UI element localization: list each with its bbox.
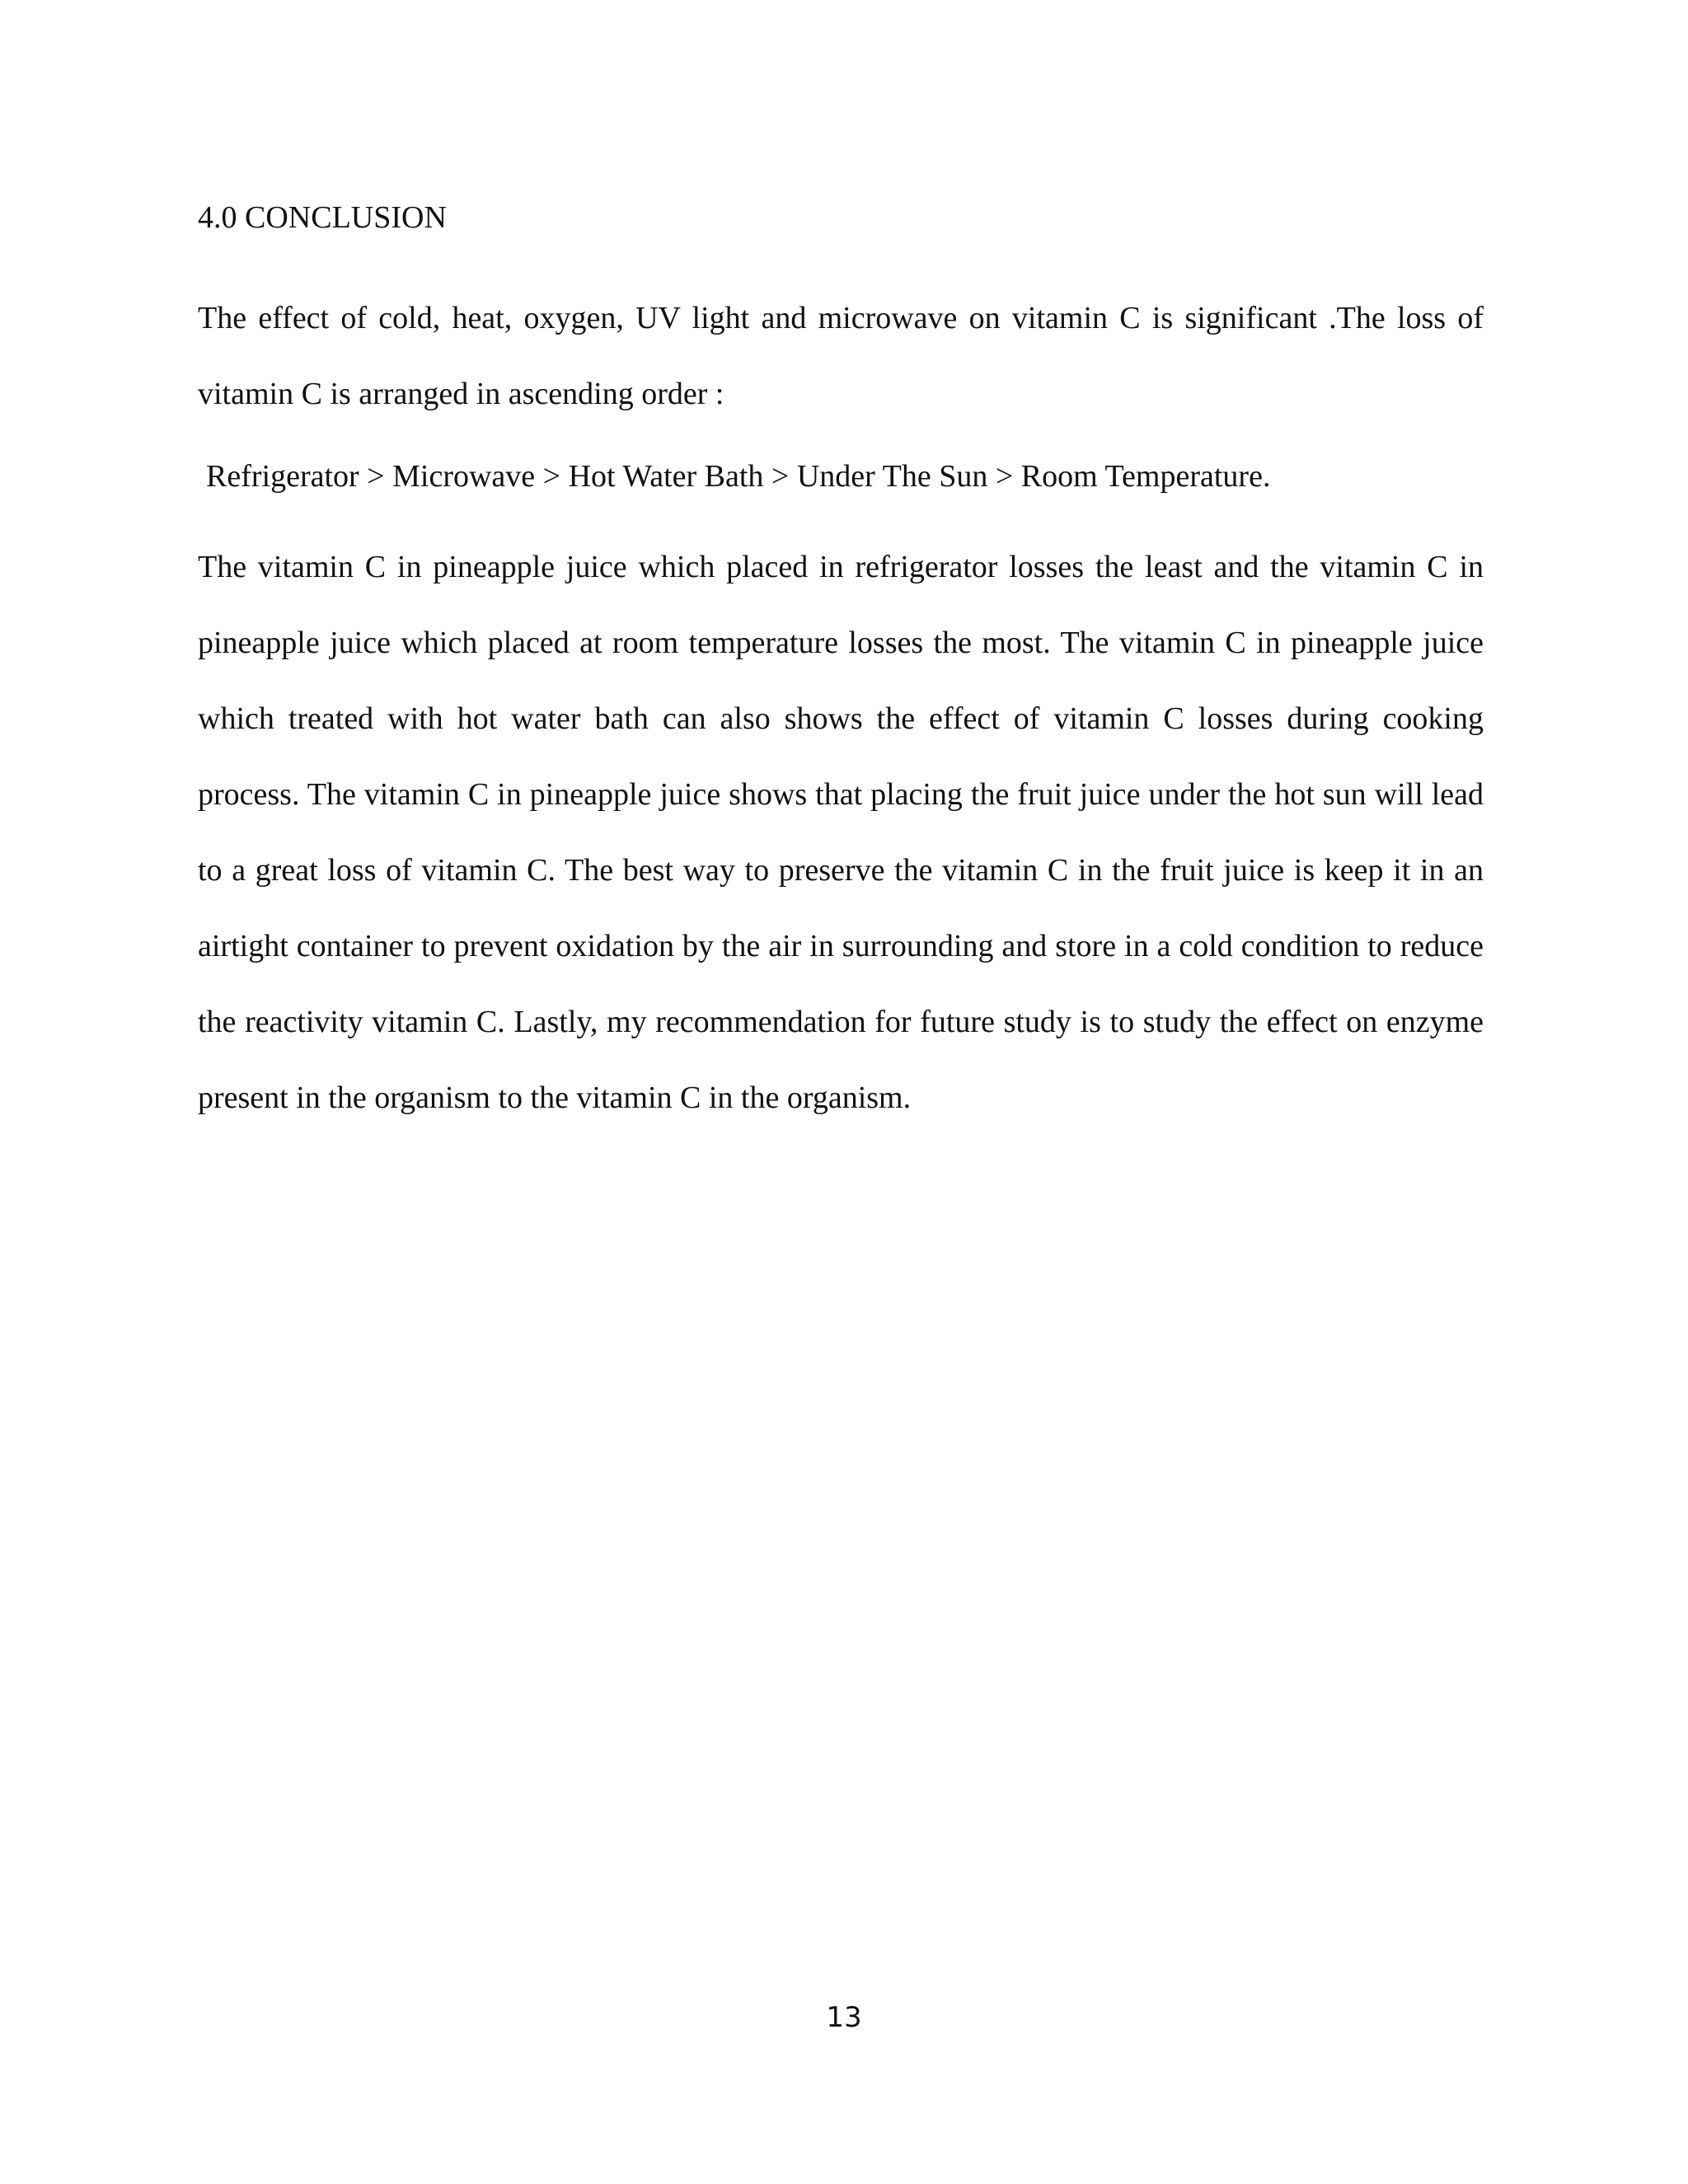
section-heading: 4.0 CONCLUSION xyxy=(198,200,447,235)
page-content xyxy=(198,198,1484,1136)
page-number: 13 xyxy=(826,2001,862,2034)
intro-paragraph: The effect of cold, heat, oxygen, UV light and microwave on vitamin C is significant .The loss of vitamin C is arranged in ascending order : xyxy=(198,301,1484,411)
ordered-sequence: Refrigerator > Microwave > Hot Water Bath > Under The Sun > Room Temperature. xyxy=(206,459,1271,494)
main-paragraph: The vitamin C in pineapple juice which placed in refrigerator losses the least and the vitamin C in pineapple juice which placed at room temperature losses the most. The vitamin C in pineapple juice which treated with hot water bath can also shows the effect of vitamin C losses during cooking process. The vitamin C in pineapple juice shows that placing the fruit juice under the hot sun will lead to a great loss of vitamin C. The best way to preserve the vitamin C in the fruit juice is keep it in an airtight container to prevent oxidation by the air in surrounding and store in a cold condition to reduce the reactivity vitamin C. Lastly, my recommendation for future study is to study the effect on enzyme present in the organism to the vitamin C in the organism. xyxy=(198,550,1484,1115)
